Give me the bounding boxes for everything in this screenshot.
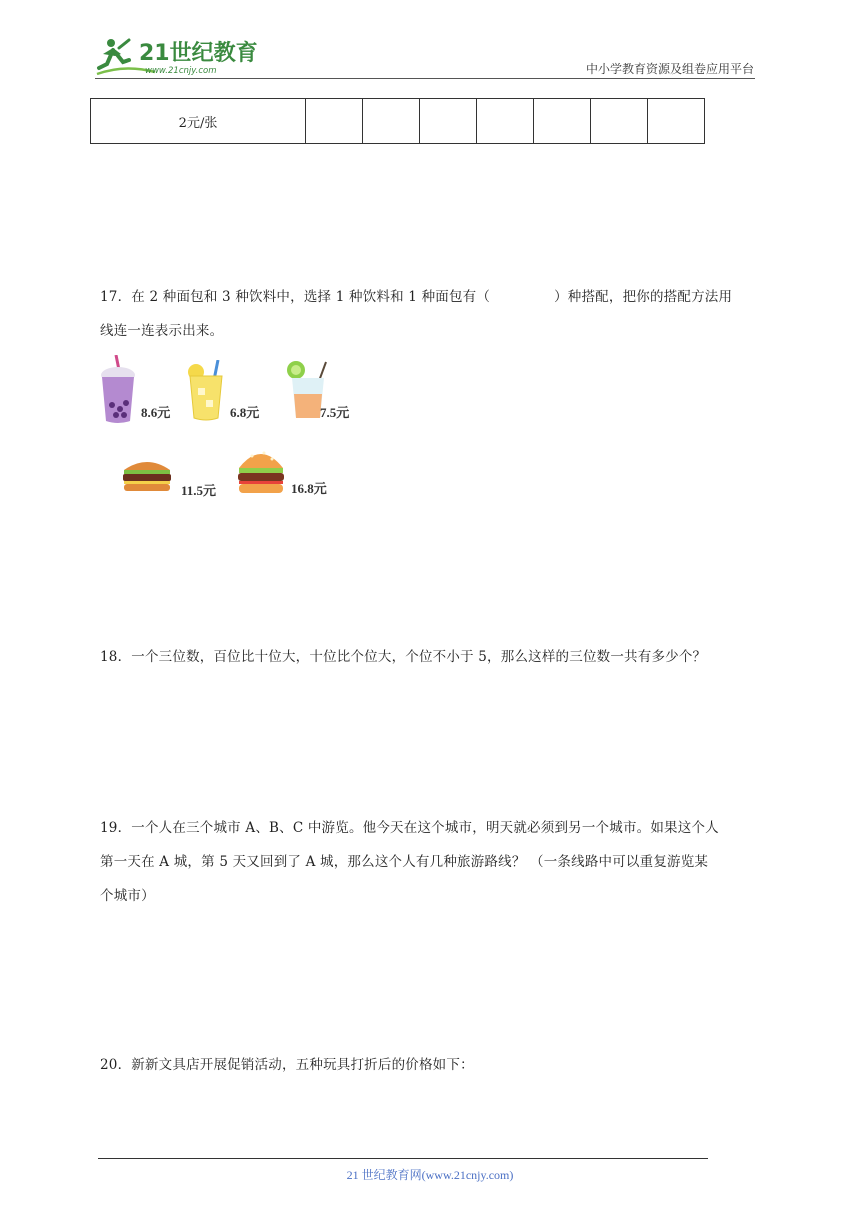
question-17-line-1: 17．在 2 种面包和 3 种饮料中，选择 1 种饮料和 1 种面包有（ ）种搭配，把你的搭配方法用 xyxy=(100,289,733,305)
table-cell-empty xyxy=(534,99,591,144)
header-platform-text: 中小学教育资源及组卷应用平台 xyxy=(585,62,754,76)
table-row xyxy=(91,99,705,144)
table-cell-empty xyxy=(648,99,705,144)
drink-1-price: 8.6元 xyxy=(141,405,171,420)
question-18: 18．一个三位数，百位比十位大，十位比个位大，个位不小于 5，那么这样的三位数一共有多少个？ xyxy=(100,649,707,665)
table-cell-empty xyxy=(420,99,477,144)
question-19-line-1: 19．一个人在三个城市 A、B、C 中游览。他今天在这个城市，明天就必须到另一个城市。如果这个人 xyxy=(100,820,719,836)
question-19-line-3: 个城市） xyxy=(100,888,155,904)
table-cell-empty xyxy=(591,99,648,144)
logo-url: www.21cnjy.com xyxy=(145,66,217,76)
header-divider xyxy=(95,78,755,79)
bread-1-price: 11.5元 xyxy=(181,483,217,498)
footer-divider xyxy=(98,1158,708,1159)
drink-3-price: 7.5元 xyxy=(320,405,350,420)
question-17-line-2: 线连一连表示出来。 xyxy=(100,323,224,339)
burger-icon xyxy=(120,454,174,494)
question-19 xyxy=(100,811,762,913)
bread-2-price: 16.8元 xyxy=(291,481,327,496)
table-cell-empty xyxy=(477,99,534,144)
lemonade-icon xyxy=(186,360,230,422)
question-19-line-2: 第一天在 A 城，第 5 天又回到了 A 城，那么这个人有几种旅游路线？ （一条线路中可以重复游览某 xyxy=(100,854,709,870)
table-cell-label: 2元/张 xyxy=(91,99,306,144)
bubble-tea-icon xyxy=(98,355,138,427)
footer-link[interactable]: 21 世纪教育网(www.21cnjy.com) xyxy=(346,1168,514,1182)
question-20: 20．新新文具店开展促销活动，五种玩具打折后的价格如下： xyxy=(100,1057,474,1073)
question-17 xyxy=(100,280,762,348)
price-table xyxy=(90,98,705,144)
site-logo xyxy=(95,34,265,78)
drink-2-price: 6.8元 xyxy=(230,405,260,420)
hamburger-icon xyxy=(236,444,286,496)
logo-title: 21世纪教育 xyxy=(139,41,258,66)
table-cell-empty xyxy=(363,99,420,144)
table-cell-empty xyxy=(306,99,363,144)
